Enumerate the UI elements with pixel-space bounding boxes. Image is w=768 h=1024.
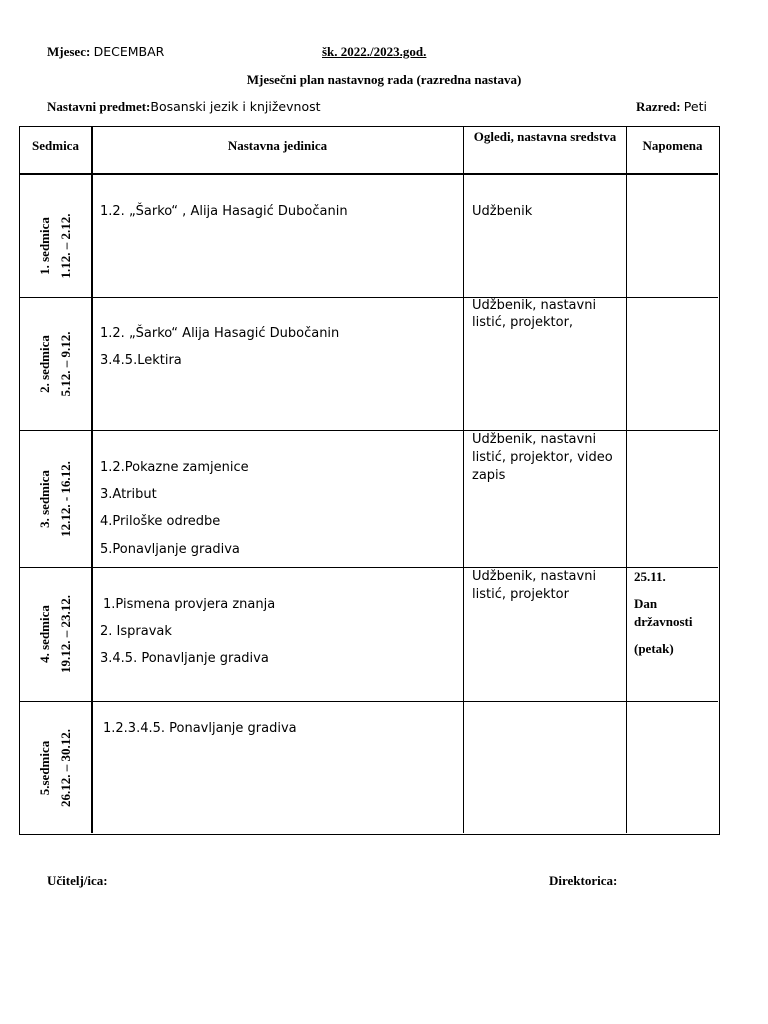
month-label: Mjesec: [47,44,91,59]
unit-item: 3.4.5. Ponavljanje gradiva [100,651,269,666]
month-value: DECEMBAR [93,44,165,59]
grade-label: Razred: [636,99,681,114]
grade-line [636,99,707,115]
week-dates: 1.12. – 2.12. [58,213,73,279]
note-holiday: Dan državnosti [634,596,693,629]
row-divider [20,701,718,702]
unit-item: 1.2. „Šarko“ , Alija Hasagić Dubočanin [100,204,348,219]
director-signature-label: Direktorica: [549,873,618,888]
grade-value: Peti [683,99,707,114]
month-line [47,44,164,60]
week-label-3 [34,431,78,567]
unit-item: 3.4.5.Lektira [100,353,182,368]
week-dates: 5.12. – 9.12. [58,331,73,397]
week-dates: 19.12. – 23.12. [58,595,73,673]
unit-item: 2. Ispravak [100,624,172,639]
unit-item: 5.Ponavljanje gradiva [100,542,240,557]
subject-label: Nastavni predmet: [47,99,151,114]
row-divider [20,173,718,175]
note-date: 25.11. [634,569,666,584]
col-divider [626,127,627,833]
week-name: 5.sedmica [37,740,52,796]
unit-item: 1.2.3.4.5. Ponavljanje gradiva [103,721,297,736]
aids-text: Udžbenik [472,204,533,219]
subject-line [47,99,321,115]
header-note: Napomena [642,138,703,153]
page-title: Mjesečni plan nastavnog rada (razredna nastava) [246,72,522,87]
teacher-signature-label: Učitelj/ica: [47,873,108,888]
week-label-1 [34,184,78,308]
week-name: 2. sedmica [37,335,52,393]
plan-table [19,126,720,835]
col-divider [91,127,93,833]
unit-item: 1.Pismena provjera znanja [103,597,276,612]
week-dates: 12.12. - 16.12. [58,461,73,537]
header-week: Sedmica [32,138,79,153]
unit-item: 3.Atribut [100,487,157,502]
week-dates: 26.12. – 30.12. [58,729,73,807]
week-name: 4. sedmica [37,605,52,663]
school-year: šk. 2022./2023.god. [322,44,427,59]
header-unit: Nastavna jedinica [227,138,328,153]
aids-text: Udžbenik, nastavni listić, projektor [472,569,597,602]
note-day: (petak) [634,641,674,656]
subject-value: Bosanski jezik i književnost [150,99,321,114]
week-label-4 [34,568,78,700]
col-divider [463,127,464,833]
week-name: 1. sedmica [37,217,52,275]
aids-text: Udžbenik, nastavni listić, projektor, [472,298,597,330]
header-aids: Ogledi, nastavna sredstva [473,129,617,144]
unit-item: 1.2.Pokazne zamjenice [100,460,249,475]
week-name: 3. sedmica [37,470,52,528]
unit-item: 1.2. „Šarko“ Alija Hasagić Dubočanin [100,326,340,341]
aids-text: Udžbenik, nastavni listić, projektor, video zapis [472,432,613,483]
unit-item: 4.Priloške odredbe [100,514,221,529]
week-label-5 [34,700,78,836]
week-label-2 [34,298,78,430]
